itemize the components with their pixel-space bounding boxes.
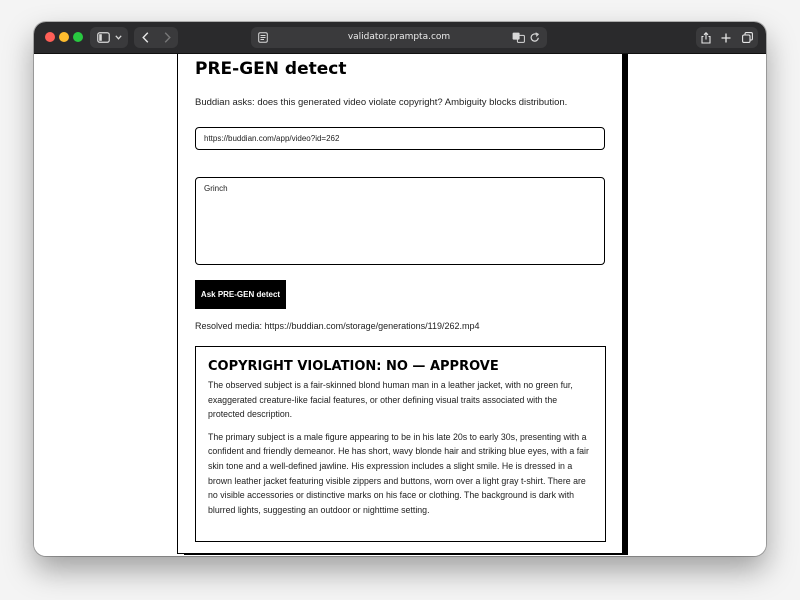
close-window-button[interactable]: [45, 32, 55, 42]
minimize-window-button[interactable]: [59, 32, 69, 42]
browser-window: [34, 22, 766, 556]
verdict-panel: [195, 346, 606, 542]
ask-pre-gen-detect-button[interactable]: Ask PRE-GEN detect: [195, 280, 286, 309]
chevron-down-icon: [115, 35, 122, 40]
address-url: validator.prampta.com: [347, 32, 451, 42]
share-icon[interactable]: [701, 32, 711, 44]
detector-card: [177, 54, 623, 554]
maximize-window-button[interactable]: [73, 32, 83, 42]
verdict-summary: The observed subject is a fair-skinned blond human man in a leather jacket, with no green fur, exaggerated creature-like facial features, or other defining visual traits associated with the protected description.: [208, 380, 573, 420]
forward-icon[interactable]: [164, 32, 171, 43]
protected-description-input[interactable]: [195, 177, 605, 265]
back-icon[interactable]: [142, 32, 149, 43]
reload-icon[interactable]: [530, 32, 540, 43]
window-actions: [696, 27, 758, 48]
translate-icon[interactable]: [512, 32, 525, 43]
page-subtitle: Buddian asks: does this generated video violate copyright? Ambiguity blocks distribution.: [195, 97, 568, 108]
page-title: PRE-GEN detect: [195, 59, 347, 79]
page-viewport: [34, 54, 766, 556]
resolved-media-text: Resolved media: https://buddian.com/storage/generations/119/262.mp4: [195, 321, 480, 331]
navigation-buttons: [134, 27, 178, 48]
new-tab-icon[interactable]: [721, 33, 731, 43]
verdict-title: COPYRIGHT VIOLATION: NO — APPROVE: [208, 359, 499, 374]
tabs-icon[interactable]: [742, 32, 753, 43]
subject-description: The primary subject is a male figure appearing to be in his late 20s to early 30s, presenting with a confident and friendly demeanor. He has short, wavy blonde hair and striking blue eyes, with a fair skin tone and a well-defined jawline. His expression includes a slight smile. He is dressed in a brown leather jacket featuring visible zippers and buttons, worn over a light gray t-shirt. There are no visible accessories or distinctive marks on his face or clothing. The background is dark with blurred lights, suggesting an outdoor or nighttime setting.: [208, 431, 589, 515]
sidebar-icon: [97, 32, 110, 43]
sidebar-toggle-button[interactable]: [90, 27, 128, 48]
browser-toolbar: [34, 22, 766, 54]
video-url-input[interactable]: [195, 127, 605, 150]
address-bar[interactable]: [251, 27, 547, 48]
